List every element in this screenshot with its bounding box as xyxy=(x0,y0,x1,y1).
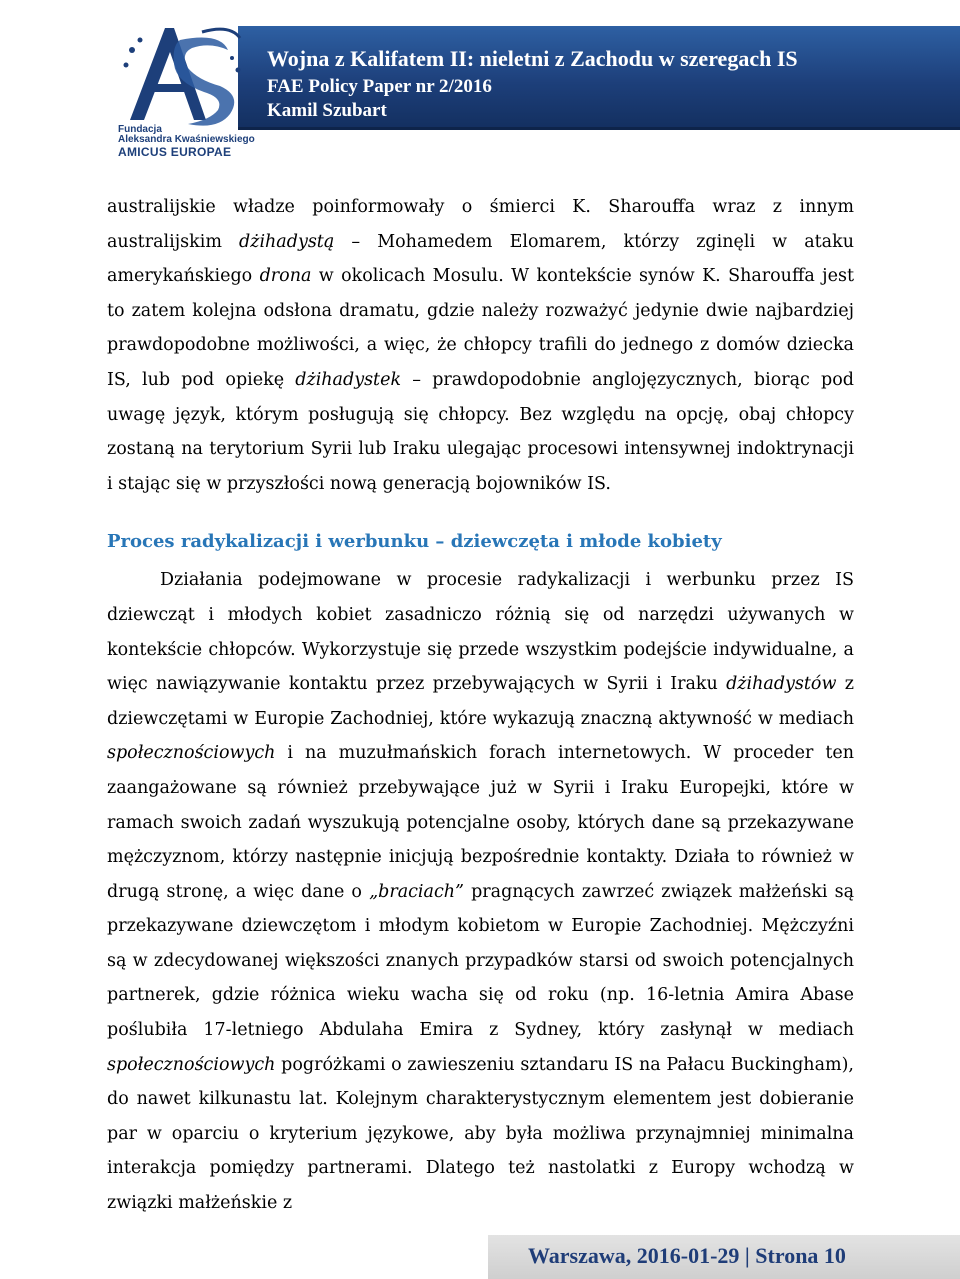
paragraph-1-text-3: w okolicach Mosulu. W kontekście synów K. Sharouffa jest to zatem kolejna odsłona dramatu, gdzie należy rozważyć jedynie dwie najbardziej prawdopodobne możliwości, a więc, że chłopcy trafili do jednego z domów dziecka IS, lub pod opiekę xyxy=(107,266,854,390)
page-content xyxy=(107,190,854,1221)
paragraph-2-italic-3: „braciach” xyxy=(369,881,464,902)
paragraph-1 xyxy=(107,190,854,501)
paragraph-2-italic-2: społecznościowych xyxy=(107,743,276,764)
paragraph-1-italic-3: dżihadystek xyxy=(295,369,402,390)
paragraph-1-italic-2: drona xyxy=(259,266,312,287)
footer-date-page: Warszawa, 2016-01-29 | Strona 10 xyxy=(528,1243,846,1268)
paragraph-2-text-4: pragnących zawrzeć związek małżeński są przekazywane dziewczętom i młodym kobietom w Europie Zachodniej. Mężczyźni są w zdecydowanej większości znanych przypadków starsi od swoich potencjalnych partnerek, gdzie różnica wieku wacha się od roku (np. 16-letnia Amira Abase poślubiła 17-letniego Abdulaha Emira z Sydney, który zasłynął w mediach xyxy=(107,881,855,1041)
paragraph-2-italic-4: społecznościowych xyxy=(107,1054,276,1075)
page-header xyxy=(0,0,960,175)
paragraph-2-text-3: i na muzułmańskich forach internetowych. W proceder ten zaangażowane są również przebywające już w Syrii i Iraku Europejki, które w ramach swoich zadań wyszukują potencjalne osoby, których dane są przekazywane mężczyznom, którzy następnie inicjują bezpośrednie kontakty. Działa to również w drugą stronę, a więc dane o xyxy=(107,743,854,902)
paragraph-2-text-5: pogróżkami o zawieszeniu sztandaru IS na Pałacu Buckingham), do nawet kilkunastu lat. Kolejnym charakterystycznym elementem jest dobieranie par w oparciu o kryterium językowe, aby była możliwa przynajmniej minimalna interakcja pomiędzy partnerami. Dlatego też nastolatki z Europy wchodzą w związki małżeńskie z xyxy=(107,1054,854,1214)
page-footer xyxy=(488,1235,960,1279)
paragraph-1-text-2: – Mohamedem Elomarem, którzy zginęli w ataku amerykańskiego xyxy=(107,231,854,287)
paragraph-2 xyxy=(107,563,854,1220)
logo-line-2: Aleksandra Kwaśniewskiego xyxy=(118,134,255,145)
paragraph-2-text-1: Działania podejmowane w procesie radykalizacji i werbunku przez IS dziewcząt i młodych kobiet zasadniczo różnią się od narzędzi używanych w kontekście chłopców. Wykorzystuje się przede wszystkim podejście indywidualne, a więc nawiązywanie kontaktu przez przebywających w Syrii i Iraku xyxy=(107,570,854,695)
paragraph-1-text-4: – prawdopodobnie anglojęzycznych, biorąc pod uwagę język, którym posługują się chłopcy. Bez względu na opcję, obaj chłopcy zostaną na terytorium Syrii lub Iraku ulegając procesowi intensywnej indoktrynacji i stając się w przyszłości nową generacją bojowników IS. xyxy=(107,369,854,494)
paragraph-2-italic-1: dżihadystów xyxy=(726,674,837,695)
logo-line-3: AMICUS EUROPAE xyxy=(118,145,232,159)
paragraph-1-text-1: australijskie władze poinformowały o śmierci K. Sharouffa wraz z innym australijskim xyxy=(107,197,854,252)
logo-line-1: Fundacja xyxy=(118,124,162,135)
document-title: Wojna z Kalifatem II: nieletni z Zachodu w szeregach IS xyxy=(267,46,798,71)
section-heading: Proces radykalizacji i werbunku – dziewczęta i młode kobiety xyxy=(107,531,722,553)
author-name: Kamil Szubart xyxy=(267,100,387,121)
paragraph-1-italic-1: dżihadystą xyxy=(239,231,335,252)
paragraph-2-text-2: z dziewczętami w Europie Zachodniej, które wykazują znaczną aktywność w mediach xyxy=(107,674,854,729)
paper-number: FAE Policy Paper nr 2/2016 xyxy=(267,76,492,97)
